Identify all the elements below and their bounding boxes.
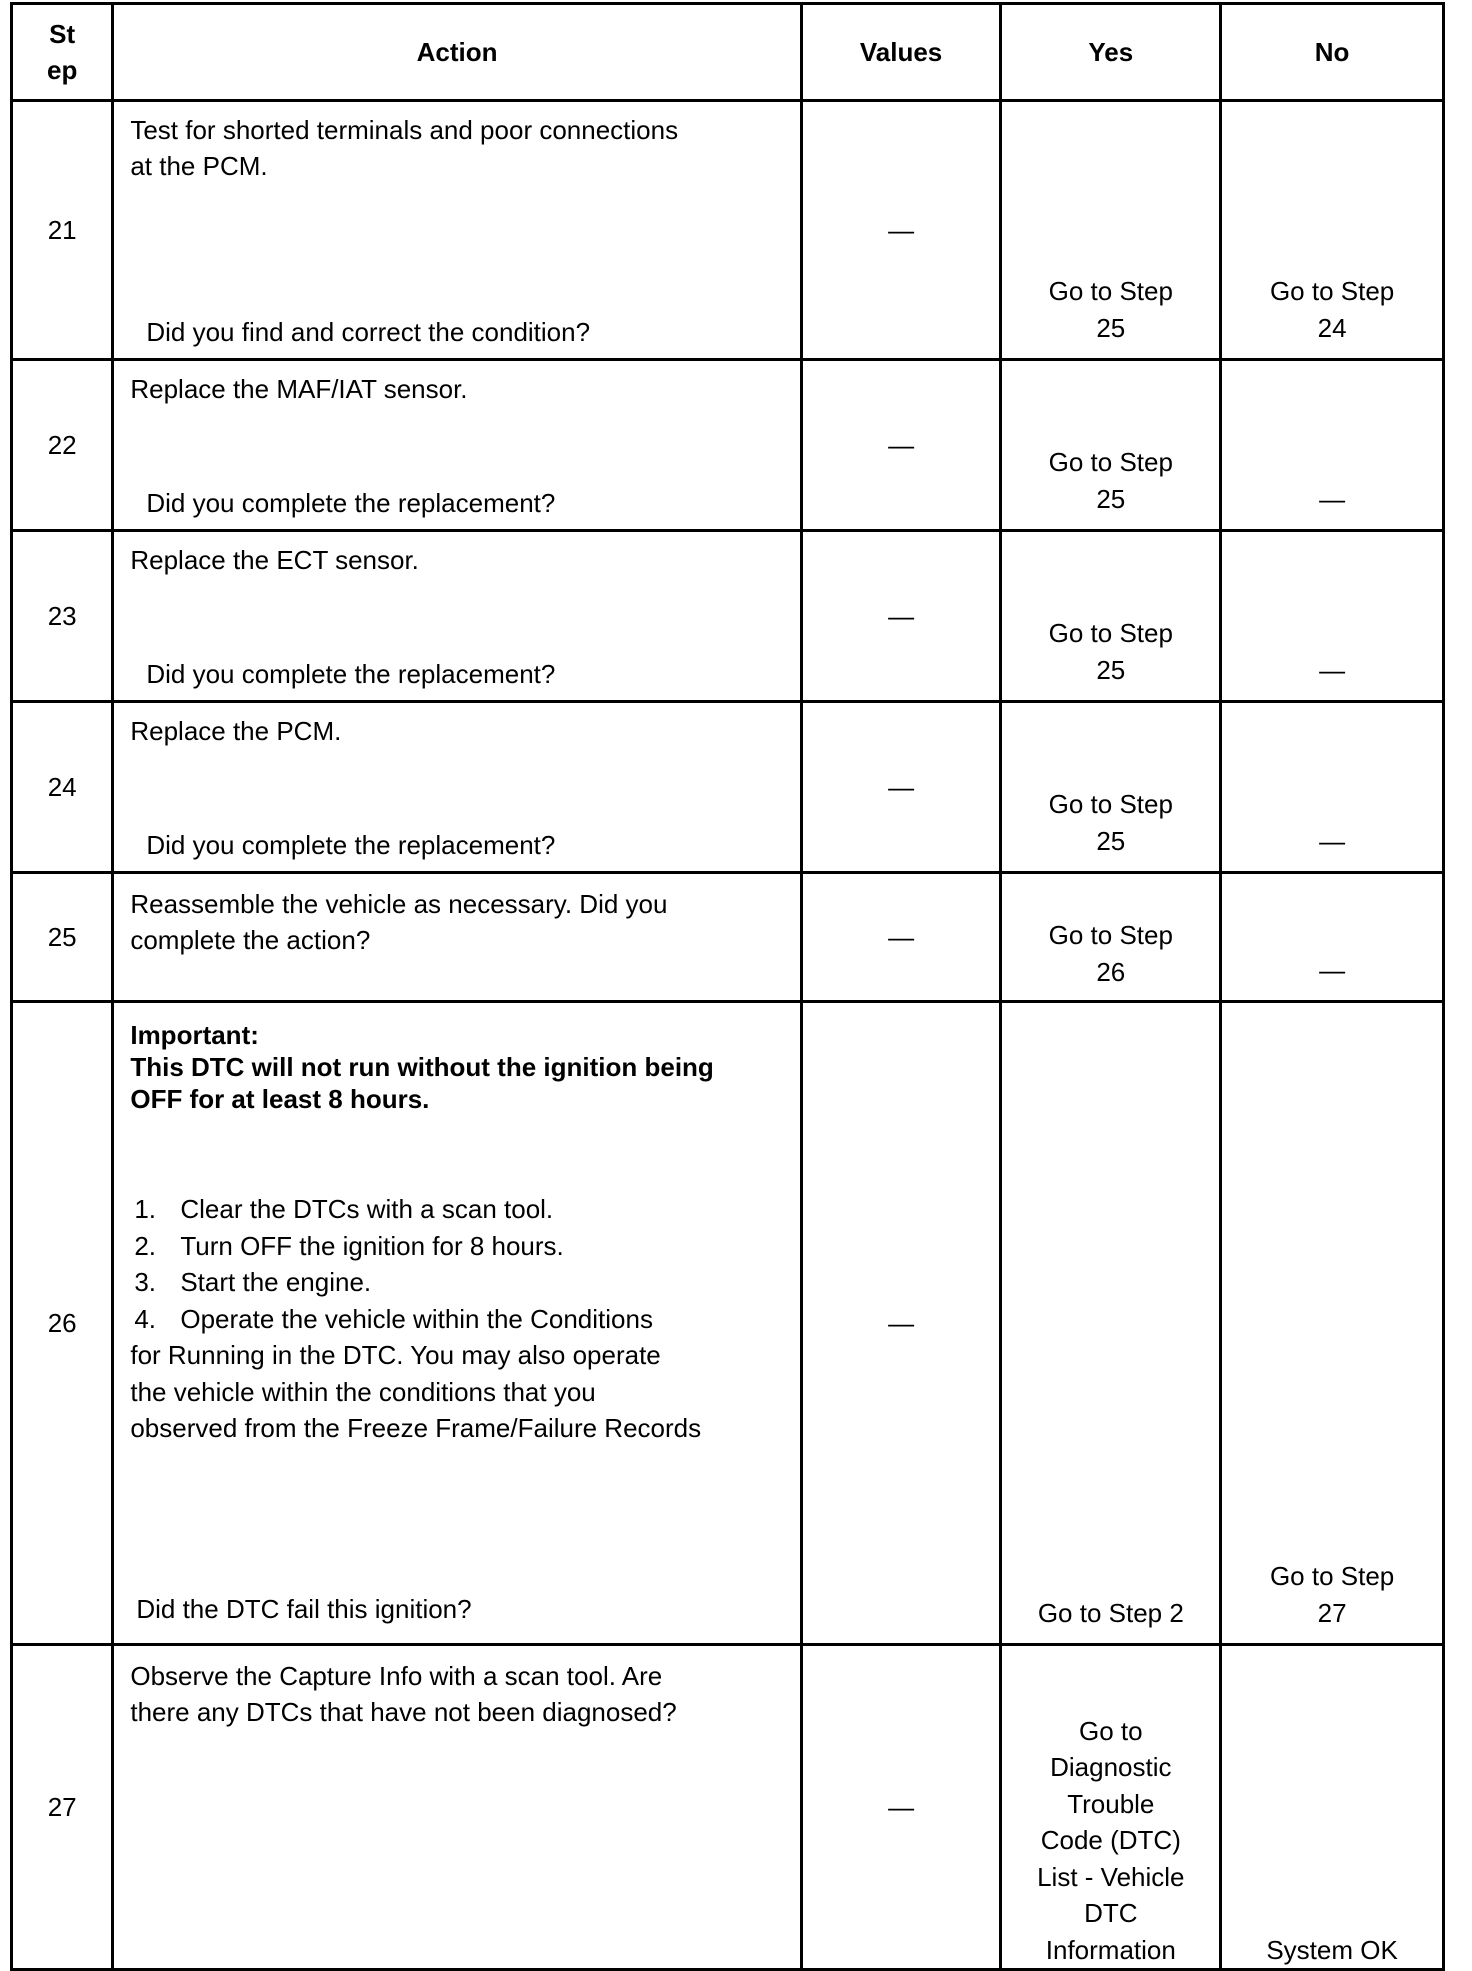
yes-content [1002, 273, 1219, 358]
no-text: 24 [1317, 312, 1347, 343]
action-question: Did you complete the replacement? [146, 488, 556, 518]
list-number: 1. [134, 1194, 157, 1224]
list-item [130, 1301, 799, 1338]
action-content [130, 874, 799, 1000]
no-text: Go to Step [1269, 1561, 1395, 1591]
yes-text: Go to Step [1048, 618, 1173, 648]
action-content [130, 532, 799, 700]
list-item [130, 1264, 799, 1301]
yes-cell [1001, 873, 1221, 1002]
no-content [1222, 823, 1442, 872]
values-cell: — [801, 360, 1001, 531]
list-item [130, 1228, 799, 1265]
list-text: Operate the vehicle within the Conditions [180, 1303, 653, 1334]
values-cell: — [801, 1002, 1001, 1645]
action-question: Did you complete the replacement? [146, 659, 556, 689]
action-text: the vehicle within the conditions that you [130, 1376, 596, 1407]
yes-content [1002, 917, 1219, 1000]
yes-text: List - Vehicle [1037, 1861, 1185, 1892]
action-text: complete the action? [130, 925, 371, 955]
no-cell [1221, 1002, 1444, 1645]
no-cell [1221, 531, 1444, 702]
table-row [12, 1645, 1444, 1970]
table-row [12, 360, 1444, 531]
values-cell: — [801, 702, 1001, 873]
important-text: This DTC will not run without the ignition being [130, 1052, 714, 1082]
no-text: 27 [1317, 1597, 1347, 1628]
yes-text: Code (DTC) [1040, 1825, 1181, 1855]
header-row [12, 4, 1444, 101]
action-cell [113, 101, 801, 360]
no-text: — [1319, 954, 1346, 985]
action-text: Test for shorted terminals and poor connections [130, 115, 679, 145]
no-content [1222, 1558, 1442, 1643]
action-cell [113, 531, 801, 702]
action-text: observed from the Freeze Frame/Failure Records [130, 1413, 702, 1443]
table-row [12, 702, 1444, 873]
list-number: 3. [134, 1267, 157, 1297]
action-text: at the PCM. [130, 151, 268, 181]
values-cell: — [801, 873, 1001, 1002]
action-text: Replace the MAF/IAT sensor. [130, 374, 468, 404]
yes-text: 25 [1096, 654, 1126, 685]
action-question: Did you complete the replacement? [146, 830, 556, 860]
yes-text: Go to Step [1048, 447, 1173, 477]
step-number: 27 [12, 1645, 113, 1970]
yes-cell [1001, 360, 1221, 531]
step-number: 23 [12, 531, 113, 702]
list-item [130, 1191, 799, 1228]
no-text: — [1319, 654, 1346, 685]
no-content [1222, 1932, 1442, 1969]
yes-cell [1001, 101, 1221, 360]
procedure-list [130, 1191, 799, 1337]
yes-text: Trouble [1067, 1788, 1155, 1819]
action-content [130, 703, 799, 871]
action-cell [113, 1002, 801, 1645]
yes-cell [1001, 531, 1221, 702]
no-content [1222, 481, 1442, 530]
values-cell: — [801, 101, 1001, 360]
action-content [130, 102, 799, 358]
action-text: for Running in the DTC. You may also operate [130, 1340, 661, 1370]
yes-text: DTC [1084, 1898, 1138, 1928]
yes-text: 25 [1096, 312, 1126, 343]
header-no: No [1221, 4, 1444, 101]
no-cell [1221, 702, 1444, 873]
step-number: 21 [12, 101, 113, 360]
list-number: 4. [134, 1303, 157, 1334]
yes-cell [1001, 1645, 1221, 1970]
table-row [12, 101, 1444, 360]
list-text: Start the engine. [180, 1267, 372, 1297]
list-text: Turn OFF the ignition for 8 hours. [180, 1230, 564, 1261]
table-row [12, 1002, 1444, 1645]
action-question: Did you find and correct the condition? [146, 317, 591, 347]
step-number: 22 [12, 360, 113, 531]
yes-cell [1001, 702, 1221, 873]
no-text: — [1319, 483, 1346, 514]
action-cell [113, 873, 801, 1002]
yes-text: Go to [1079, 1715, 1143, 1746]
yes-text: 25 [1096, 825, 1126, 856]
step-number: 25 [12, 873, 113, 1002]
header-values: Values [801, 4, 1001, 101]
no-text: Go to Step [1269, 276, 1395, 306]
no-text: System OK [1266, 1934, 1398, 1965]
header-yes: Yes [1001, 4, 1221, 101]
header-action: Action [113, 4, 801, 101]
action-cell [113, 702, 801, 873]
action-text: Replace the PCM. [130, 716, 342, 746]
no-content [1222, 952, 1442, 1001]
no-content [1222, 273, 1442, 358]
values-cell: — [801, 531, 1001, 702]
important-text: OFF for at least 8 hours. [130, 1084, 430, 1114]
no-cell [1221, 873, 1444, 1002]
yes-text: 26 [1096, 956, 1126, 987]
header-step: St ep [12, 4, 113, 101]
action-question: Did the DTC fail this ignition? [136, 1594, 472, 1624]
yes-content [1002, 786, 1219, 871]
action-text: there any DTCs that have not been diagnosed? [130, 1697, 677, 1727]
yes-content [1002, 444, 1219, 529]
action-text: Replace the ECT sensor. [130, 545, 419, 575]
yes-text: Go to Step [1048, 920, 1173, 950]
step-number: 24 [12, 702, 113, 873]
no-content [1222, 652, 1442, 701]
important-label: Important: [130, 1020, 259, 1050]
yes-text: Go to Step 2 [1037, 1597, 1184, 1628]
yes-content [1002, 615, 1219, 700]
list-text: Clear the DTCs with a scan tool. [180, 1194, 554, 1224]
yes-cell [1001, 1002, 1221, 1645]
action-content [130, 1003, 799, 1643]
no-cell [1221, 1645, 1444, 1970]
no-text: — [1319, 825, 1346, 856]
diagnostic-table [10, 2, 1445, 1971]
action-content [130, 1646, 799, 1968]
no-cell [1221, 360, 1444, 531]
yes-text: Go to Step [1048, 789, 1173, 819]
yes-text: Diagnostic [1050, 1752, 1172, 1782]
yes-content [1002, 1713, 1219, 1969]
list-number: 2. [134, 1230, 157, 1261]
action-content [130, 361, 799, 529]
action-text: Observe the Capture Info with a scan tool. Are [130, 1661, 663, 1691]
yes-text: Information [1045, 1934, 1176, 1965]
yes-text: Go to Step [1048, 276, 1173, 306]
action-cell [113, 360, 801, 531]
yes-text: 25 [1096, 483, 1126, 514]
table-row [12, 531, 1444, 702]
table-row [12, 873, 1444, 1002]
yes-content [1002, 1595, 1219, 1644]
step-number: 26 [12, 1002, 113, 1645]
action-cell [113, 1645, 801, 1970]
action-text: Reassemble the vehicle as necessary. Did you [130, 889, 668, 919]
no-cell [1221, 101, 1444, 360]
values-cell: — [801, 1645, 1001, 1970]
